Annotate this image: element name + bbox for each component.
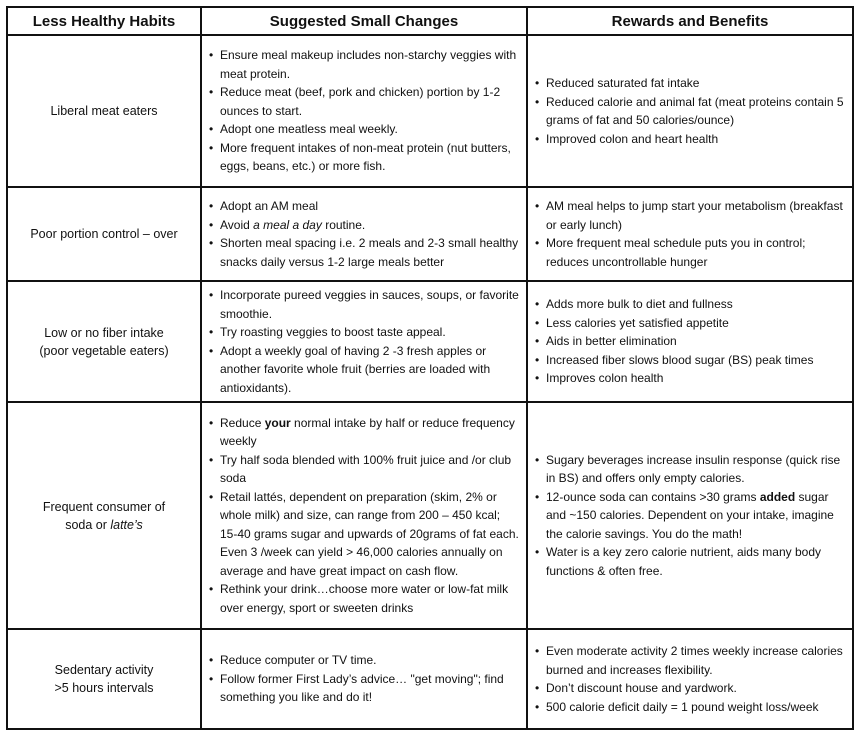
benefits-cell — [527, 281, 853, 402]
habit-line: Frequent consumer of — [42, 499, 166, 514]
habit-cell — [7, 629, 201, 729]
list-item: • Try roasting veggies to boost taste appeal. — [208, 323, 520, 342]
list-item: • Incorporate pureed veggies in sauces, soups, or favorite smoothie. — [208, 286, 520, 323]
table-row — [7, 187, 853, 281]
list-item: • AM meal helps to jump start your metabolism (breakfast or early lunch) — [534, 197, 846, 234]
list-item: • Sugary beverages increase insulin response (quick rise in BS) and offers only empty calories. — [534, 451, 846, 488]
benefits-cell — [527, 35, 853, 187]
list-item: • Reduce meat (beef, pork and chicken) portion by 1-2 ounces to start. — [208, 83, 520, 120]
list-item: • Water is a key zero calorie nutrient, aids many body functions & often free. — [534, 543, 846, 580]
header-changes: Suggested Small Changes — [201, 7, 527, 35]
list-item: • Improves colon health — [534, 369, 846, 388]
header-row — [7, 7, 853, 35]
list-item: • Even moderate activity 2 times weekly increase calories burned and increases flexibility. — [534, 642, 846, 679]
benefits-list — [534, 295, 846, 388]
text-segment: soda or — [65, 517, 111, 532]
list-item: • More frequent meal schedule puts you in control; reduces uncontrollable hunger — [534, 234, 846, 271]
changes-list — [208, 414, 520, 618]
italic-text: a meal a day — [253, 217, 322, 232]
list-item: • 500 calorie deficit daily = 1 pound weight loss/week — [534, 698, 846, 717]
list-item: • Try half soda blended with 100% fruit juice and /or club soda — [208, 451, 520, 488]
list-item: • Shorten meal spacing i.e. 2 meals and 2-3 small healthy snacks daily versus 1-2 large meals better — [208, 234, 520, 271]
list-item: • Adopt one meatless meal weekly. — [208, 120, 520, 139]
table-row — [7, 281, 853, 402]
text-segment: normal intake by half or reduce frequency weekly — [220, 415, 515, 449]
changes-list — [208, 651, 520, 707]
list-item: • Reduced calorie and animal fat (meat proteins contain 5 grams of fat and 50 calories/ounce) — [534, 93, 846, 130]
list-item — [208, 414, 520, 451]
list-item — [534, 488, 846, 544]
text-segment: Avoid — [220, 217, 254, 232]
bold-text: added — [759, 489, 796, 504]
list-item: • Adopt an AM meal — [208, 197, 520, 216]
list-item: • Adds more bulk to diet and fullness — [534, 295, 846, 314]
list-item: • Follow former First Lady’s advice… "get moving"; find something you like and do it! — [208, 670, 520, 707]
italic-text: latte’s — [110, 517, 143, 532]
habit-cell — [7, 281, 201, 402]
list-item — [208, 216, 520, 235]
healthy-habits-table — [6, 6, 854, 730]
list-item: • Don’t discount house and yardwork. — [534, 679, 846, 698]
changes-cell — [201, 629, 527, 729]
benefits-cell — [527, 629, 853, 729]
list-item: • Increased fiber slows blood sugar (BS) peak times — [534, 351, 846, 370]
list-item: • Adopt a weekly goal of having 2 -3 fresh apples or another favorite whole fruit (berries are loaded with antioxidants). — [208, 342, 520, 398]
habit-line — [16, 516, 192, 534]
benefits-list — [534, 642, 846, 716]
benefits-cell — [527, 402, 853, 629]
text-segment: 12-ounce soda can contains >30 grams — [546, 489, 760, 504]
list-item: • Retail lattés, dependent on preparation (skim, 2% or whole milk) and size, can range from 200 – 450 kcal; 15-40 grams sugar and upwards of 20grams of fat each. Even 3 /week can yield > 46,000 calories annually on average and have great impact on cash flow. — [208, 488, 520, 581]
list-item: • More frequent intakes of non-meat protein (nut butters, eggs, beans, etc.) or more fish. — [208, 139, 520, 176]
text-segment: routine. — [321, 217, 366, 232]
habit-line: Low or no fiber intake — [44, 325, 164, 340]
habit-line: >5 hours intervals — [54, 681, 154, 695]
habit-line: Sedentary activity — [54, 663, 154, 677]
header-benefits: Rewards and Benefits — [527, 7, 853, 35]
habit-cell: Liberal meat eaters — [7, 35, 201, 187]
bold-text: your — [264, 415, 291, 430]
table-row — [7, 629, 853, 729]
list-item: • Reduce computer or TV time. — [208, 651, 520, 670]
list-item: • Improved colon and heart health — [534, 130, 846, 149]
benefits-list — [534, 74, 846, 148]
changes-list — [208, 286, 520, 397]
benefits-list — [534, 197, 846, 271]
list-item: • Rethink your drink…choose more water or low-fat milk over energy, sport or sweeten drinks — [208, 580, 520, 617]
list-item: • Aids in better elimination — [534, 332, 846, 351]
changes-list — [208, 197, 520, 271]
text-segment: Reduce — [220, 415, 265, 430]
changes-list — [208, 46, 520, 176]
list-item: • Less calories yet satisfied appetite — [534, 314, 846, 333]
list-item: • Ensure meal makeup includes non-starchy veggies with meat protein. — [208, 46, 520, 83]
benefits-cell — [527, 187, 853, 281]
text-segment: sugar and ~150 calories. Dependent on your intake, imagine the calorie savings. You do the math! — [546, 489, 834, 541]
table-row — [7, 35, 853, 187]
habit-line: (poor vegetable eaters) — [39, 343, 169, 358]
table-row — [7, 402, 853, 629]
habit-cell — [7, 402, 201, 629]
list-item: • Reduced saturated fat intake — [534, 74, 846, 93]
header-habits: Less Healthy Habits — [7, 7, 201, 35]
changes-cell — [201, 187, 527, 281]
changes-cell — [201, 281, 527, 402]
changes-cell — [201, 35, 527, 187]
changes-cell — [201, 402, 527, 629]
benefits-list — [534, 451, 846, 581]
habit-cell: Poor portion control – over — [7, 187, 201, 281]
